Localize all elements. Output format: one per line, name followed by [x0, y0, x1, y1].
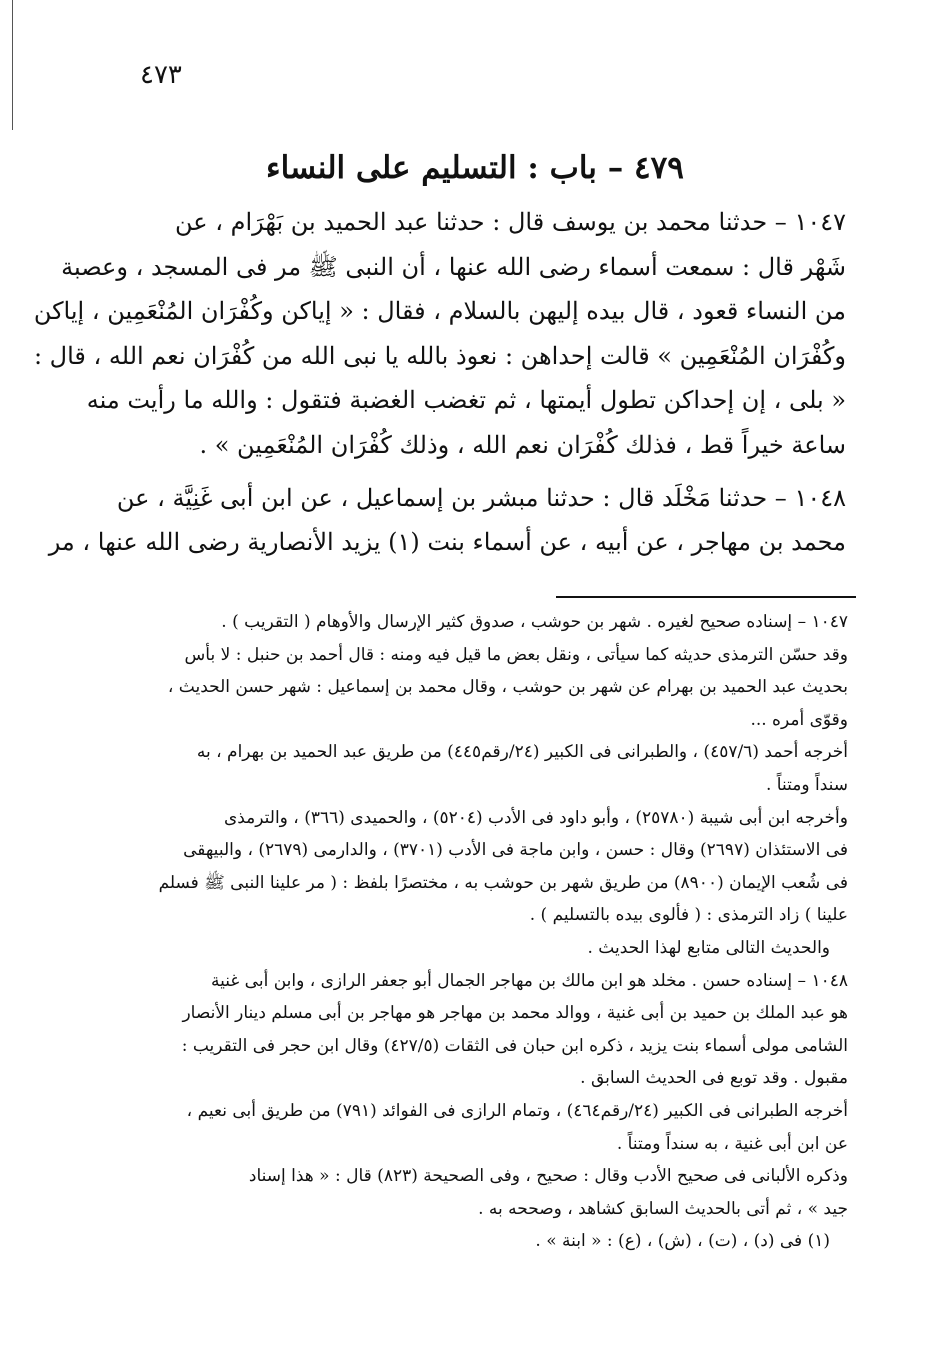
footnote-paragraph — [126, 1160, 848, 1225]
footnote-paragraph — [126, 802, 848, 932]
footnote-line: عن ابن أبى غنية ، به سنداً ومتناً . — [616, 1133, 848, 1154]
hadith-line: ١٠٤٧ – حدثنا محمد بن يوسف قال : حدثنا عبد الحميد بن بَهْرَام ، عن — [175, 208, 846, 236]
footnote-line: أخرجه الطبرانى فى الكبير (٢٤/رقم٤٦٤) ، وتمام الرازى فى الفوائد (٧٩١) من طريق أبى نعيم ، — [186, 1100, 848, 1121]
footnote-line: فى شُعب الإيمان (٨٩٠٠) من طريق شهر بن حوشب به ، مختصرًا بلفظ : ( مر علينا النبى ﷺ فسلم — [158, 872, 848, 893]
footnote-line: وذكره الألبانى فى صحيح الأدب وقال : صحيح ، وفى الصحيحة (٨٢٣) قال : « هذا إسناد — [248, 1166, 848, 1187]
footnote-line: هو عبد الملك بن حميد بن أبى غنية ، ووالد محمد بن مهاجر هو مهاجر بن أبى مسلم دينار الأنصار — [182, 1003, 848, 1024]
footnote-line: ١٠٤٧ – إسناده صحيح لغيره . شهر بن حوشب ، صدوق كثير الإرسال والأوهام ( التقريب ) . — [221, 612, 848, 632]
footnote-text-variant — [126, 1225, 848, 1258]
footnote-line: والحديث التالى متابع لهذا الحديث . — [587, 937, 830, 958]
footnote-line: (١) فى (د) ، (ت) ، (ش) ، (ع) : « ابنة » . — [535, 1231, 830, 1252]
footnote-paragraph — [126, 1095, 848, 1160]
footnote-line: أخرجه أحمد (٤٥٧/٦) ، والطبرانى فى الكبير (٢٤/رقم٤٤٥) من طريق عبد الحميد بن بهرام ، به — [196, 742, 848, 763]
chapter-title: ٤٧٩ – باب : التسليم على النساء — [266, 150, 684, 186]
footnote-line: جيد » ، ثم أتى بالحديث السابق كشاهد ، وصححه به . — [478, 1198, 848, 1219]
footnote-line: بحديث عبد الحميد بن بهرام عن شهر بن حوشب ، وقال محمد بن إسماعيل : شهر حسن الحديث ، — [167, 677, 848, 698]
footnote-paragraph — [126, 932, 848, 965]
hadith-line: ١٠٤٨ – حدثنا مَخْلَد قال : حدثنا مبشر بن إسماعيل ، عن ابن أبى غَنِيَّة ، عن — [116, 483, 846, 512]
page-binding-line — [12, 0, 13, 130]
hadith-line: ساعة خيراً قط ، فذلك كُفْرَان نعم الله ، وذلك كُفْرَان المُنْعَمِين » . — [199, 430, 846, 459]
footnote-line: ١٠٤٨ – إسناده حسن . مخلد هو ابن مالك بن مهاجر الجمال أبو جعفر الرازى ، وابن أبى غنية — [211, 970, 848, 991]
footnote-1048 — [126, 965, 848, 1095]
footnote-separator — [556, 596, 856, 598]
hadith-line: « بلى ، إن إحداكن تطول أيمتها ، ثم تغضب الغضبة فتقول : والله ما رأيت منه — [86, 386, 846, 415]
footnote-paragraph — [126, 736, 848, 801]
hadith-line: محمد بن مهاجر ، عن أبيه ، عن أسماء بنت (١) يزيد الأنصارية رضى الله عنها ، مر — [48, 528, 846, 557]
footnote-1047 — [126, 606, 848, 736]
hadith-line: من النساء قعود ، قال بيده إليهن بالسلام ، فقال : « إياكن وكُفْرَان المُنْعَمِين ، إياكن — [33, 297, 846, 326]
footnote-line: وقد حسّن الترمذى حديثه كما سيأتى ، ونقل بعض ما قيل فيه ومنه : قال أحمد بن حنبل : لا بأس — [184, 644, 848, 665]
footnotes — [126, 606, 848, 1258]
hadith-1047 — [33, 200, 846, 468]
hadith-line: وكُفْرَان المُنْعَمِين » قالت إحداهن : نعوذ بالله يا نبى الله من كُفْرَان نعم الله ، قال : — [33, 341, 846, 370]
main-text — [33, 200, 846, 573]
footnote-line: الشامى مولى أسماء بنت يزيد ، ذكره ابن حبان فى الثقات (٤٢٧/٥) وقال ابن حجر فى التقريب : — [181, 1035, 848, 1056]
hadith-line: شَهْر قال : سمعت أسماء رضى الله عنها ، أن النبى ﷺ مر فى المسجد ، وعصبة — [61, 252, 846, 281]
footnote-line: وأخرجه ابن أبى شيبة (٢٥٧٨٠) ، وأبو داود فى الأدب (٥٢٠٤) ، والحميدى (٣٦٦) ، والترمذى — [223, 807, 848, 828]
footnote-line: مقبول . وقد توبع فى الحديث السابق . — [580, 1068, 848, 1089]
footnote-line: سنداً ومتناً . — [766, 774, 848, 795]
footnote-line: علينا ) زاد الترمذى : ( فألوى بيده بالتسليم ) . — [529, 905, 848, 926]
page-number: ٤٧٣ — [140, 60, 182, 90]
footnote-line: فى الاستئذان (٢٦٩٧) وقال : حسن ، وابن ماجة فى الأدب (٣٧٠١) ، والدارمى (٢٦٧٩) ، والبيهقى — [183, 840, 848, 861]
hadith-1048 — [48, 476, 846, 565]
footnote-line: وقوّى أمره ... — [750, 709, 848, 730]
